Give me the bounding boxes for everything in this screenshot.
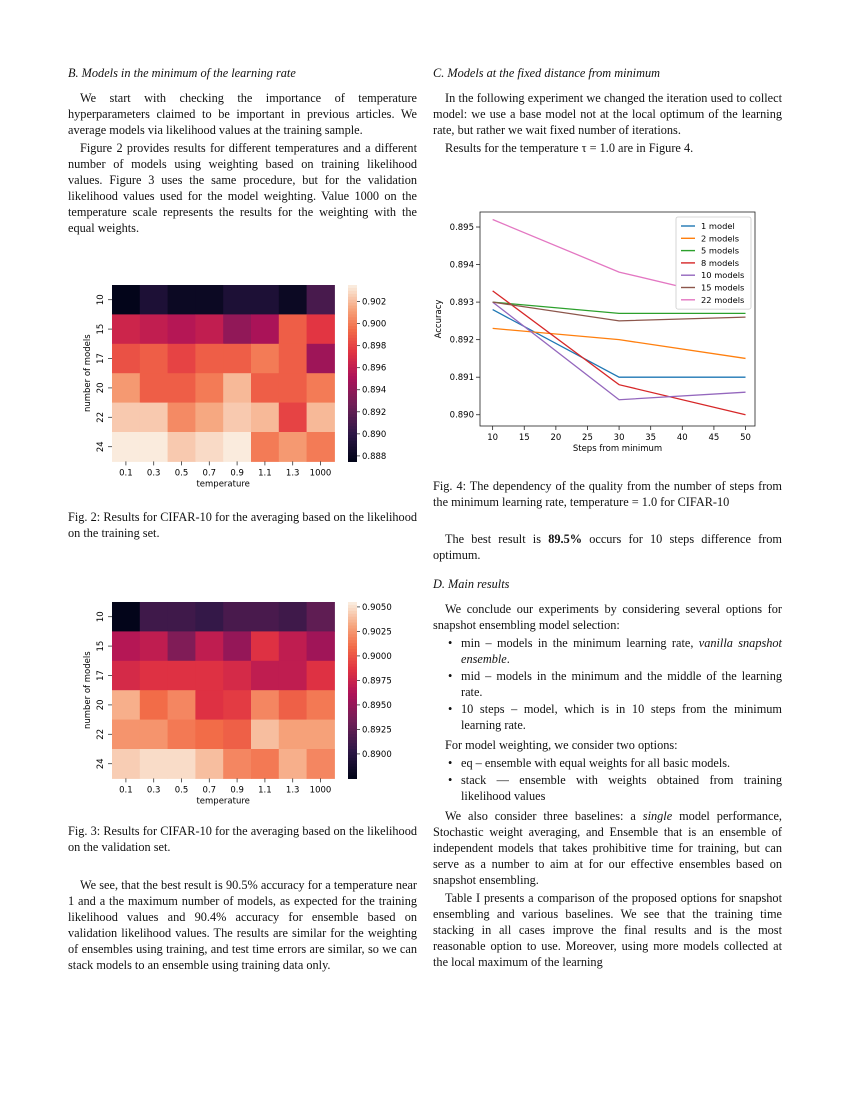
y-axis-label: number of models bbox=[83, 651, 93, 730]
x-tick-label: 40 bbox=[676, 433, 688, 443]
x-tick-label: 50 bbox=[740, 433, 751, 443]
heatmap-cell bbox=[307, 749, 335, 779]
x-tick-label: 0.3 bbox=[146, 785, 161, 796]
x-tick-label: 35 bbox=[645, 433, 657, 443]
x-axis-label: temperature bbox=[196, 479, 250, 490]
x-tick-label: 0.3 bbox=[146, 468, 161, 479]
heatmap-cell bbox=[112, 720, 140, 750]
heatmap-cell bbox=[195, 403, 223, 433]
heatmap-cell bbox=[307, 314, 335, 344]
section-b-paragraph-1: We start with checking the importance of temperature hyperparameters claimed to be important in previous articles. We average models via likelihood values at the training sample. bbox=[68, 91, 417, 137]
heatmap-cell bbox=[279, 285, 307, 315]
x-tick-label: 0.5 bbox=[174, 468, 189, 479]
heatmap-cell bbox=[112, 661, 140, 691]
heatmap-cell bbox=[168, 432, 196, 462]
heatmap-cell bbox=[279, 690, 307, 720]
colorbar-tick-label: 0.894 bbox=[362, 385, 387, 396]
colorbar-segment bbox=[348, 458, 357, 462]
legend-label: 10 models bbox=[701, 270, 745, 281]
heatmap-cell bbox=[279, 631, 307, 661]
heatmap-cell bbox=[307, 661, 335, 691]
list-item: • mid – models in the minimum and the middle of the learning rate. bbox=[461, 668, 782, 700]
y-tick-label: 0.890 bbox=[449, 410, 474, 421]
x-tick-label: 0.9 bbox=[230, 785, 244, 796]
heatmap-cell bbox=[112, 373, 140, 403]
legend-label: 15 models bbox=[701, 282, 745, 293]
x-tick-label: 1000 bbox=[309, 785, 332, 796]
heatmap-cell bbox=[223, 403, 251, 433]
heatmap-cell bbox=[279, 373, 307, 403]
heatmap-cell bbox=[112, 432, 140, 462]
heatmap-cell bbox=[279, 314, 307, 344]
x-tick-label: 1.3 bbox=[285, 468, 300, 479]
best-result-suffix: occurs for 10 steps difference from optimum. bbox=[433, 532, 782, 562]
y-tick-label: 15 bbox=[96, 640, 106, 652]
y-tick-label: 22 bbox=[96, 728, 106, 740]
heatmap-cell bbox=[279, 344, 307, 374]
left-column bbox=[68, 66, 417, 975]
heatmap-cell bbox=[251, 314, 279, 344]
heatmap-cell bbox=[251, 344, 279, 374]
y-tick-label: 10 bbox=[96, 294, 106, 306]
heatmap-cell bbox=[307, 344, 335, 374]
y-tick-label: 0.894 bbox=[449, 260, 474, 271]
heatmap-cell bbox=[140, 432, 168, 462]
list-item: • min – models in the minimum learning rate, vanilla snapshot ensemble. bbox=[461, 635, 782, 667]
heatmap-cell bbox=[140, 661, 168, 691]
y-tick-label: 0.895 bbox=[449, 223, 474, 234]
section-d-title: D. Main results bbox=[433, 577, 510, 591]
selection-options-list bbox=[433, 635, 782, 733]
heatmap-cell bbox=[195, 432, 223, 462]
y-tick-label: 0.893 bbox=[449, 298, 474, 309]
x-axis-label: Steps from minimum bbox=[572, 444, 663, 454]
best-result-paragraph bbox=[433, 531, 782, 563]
heatmap-cell bbox=[279, 720, 307, 750]
heatmap-cell bbox=[279, 661, 307, 691]
heatmap-cell bbox=[168, 373, 196, 403]
heatmap-cell bbox=[140, 403, 168, 433]
heatmap-cell bbox=[307, 403, 335, 433]
colorbar-tick-label: 0.9025 bbox=[362, 627, 392, 638]
heatmap-cell bbox=[251, 661, 279, 691]
heatmap-cell bbox=[307, 373, 335, 403]
heatmap-cell bbox=[223, 285, 251, 315]
colorbar-tick-label: 0.890 bbox=[362, 429, 387, 440]
heatmap-cell bbox=[251, 749, 279, 779]
section-b-paragraph-3: We see, that the best result is 90.5% accuracy for a temperature near 1 and a the maximum number of models, as expected for the training likelihood values and 90.4% accuracy for ensemble based on validation likelihood values. The results are similar for the weighting of ensembles using training, and test time errors are similar, so we can stack models to an ensemble using training data only. bbox=[68, 878, 417, 972]
section-d-paragraph-4: Table I presents a comparison of the proposed options for snapshot ensembling and various baselines. We see that the training time stacking in all cases improve the final results and is the most reasonable option to use. Moreover, using more models collected at the local maximum of the learning bbox=[433, 891, 782, 969]
heatmap-cell bbox=[195, 602, 223, 632]
heatmap-cell bbox=[112, 690, 140, 720]
x-tick-label: 1000 bbox=[309, 468, 332, 479]
heatmap-cell bbox=[223, 602, 251, 632]
best-result-prefix: The best result is bbox=[445, 532, 549, 546]
heatmap-cell bbox=[223, 631, 251, 661]
legend-label: 8 models bbox=[701, 257, 740, 268]
heatmap-cell bbox=[168, 749, 196, 779]
list-item: • eq – ensemble with equal weights for all basic models. bbox=[461, 755, 782, 771]
x-tick-label: 0.9 bbox=[230, 468, 244, 479]
heatmap-cell bbox=[195, 285, 223, 315]
x-tick-label: 0.7 bbox=[202, 468, 217, 479]
heatmap-cell bbox=[168, 403, 196, 433]
heatmap-cell bbox=[223, 690, 251, 720]
colorbar-tick-label: 0.9000 bbox=[362, 651, 392, 662]
heatmap-cell bbox=[168, 720, 196, 750]
heatmap-cell bbox=[223, 720, 251, 750]
heatmap-cell bbox=[279, 749, 307, 779]
heatmap-cell bbox=[195, 373, 223, 403]
heatmap-cell bbox=[307, 690, 335, 720]
y-axis-label: Accuracy bbox=[434, 299, 444, 339]
heatmap-cell bbox=[112, 314, 140, 344]
heatmap-cell bbox=[112, 403, 140, 433]
x-tick-label: 45 bbox=[708, 433, 720, 443]
x-tick-label: 10 bbox=[487, 433, 499, 443]
heatmap-cell bbox=[112, 602, 140, 632]
x-tick-label: 0.7 bbox=[202, 785, 217, 796]
heatmap-cell bbox=[168, 285, 196, 315]
weighting-options-list bbox=[433, 755, 782, 804]
heatmap-cell bbox=[307, 631, 335, 661]
list-item: • 10 steps – model, which is in 10 steps from the minimum learning rate. bbox=[461, 701, 782, 733]
x-tick-label: 25 bbox=[582, 433, 593, 443]
right-column bbox=[433, 66, 782, 972]
section-d-paragraph-2: For model weighting, we consider two options: bbox=[445, 738, 678, 752]
heatmap-cell bbox=[195, 749, 223, 779]
heatmap-cell bbox=[251, 432, 279, 462]
heatmap-cell bbox=[223, 661, 251, 691]
section-c-paragraph-2: Results for the temperature τ = 1.0 are in Figure 4. bbox=[445, 141, 694, 155]
y-tick-label: 22 bbox=[96, 411, 106, 423]
heatmap-cell bbox=[307, 432, 335, 462]
heatmap-cell bbox=[223, 749, 251, 779]
heatmap-cell bbox=[307, 720, 335, 750]
x-tick-label: 1.1 bbox=[258, 785, 272, 796]
y-tick-label: 0.891 bbox=[449, 373, 474, 384]
section-d-paragraph-3: We also consider three baselines: a single model performance, Stochastic weight averaging, and Ensemble that is an ensemble of independent models that takes prohibitive time for training, but can serve as a number to aim at for our effective ensembles based on snapshot ensembling. bbox=[433, 809, 782, 887]
x-tick-label: 1.3 bbox=[285, 785, 300, 796]
heatmap-cell bbox=[140, 344, 168, 374]
heatmap-cell bbox=[251, 373, 279, 403]
colorbar-tick-label: 0.888 bbox=[362, 451, 387, 462]
heatmap-cell bbox=[168, 631, 196, 661]
x-tick-label: 15 bbox=[518, 433, 530, 443]
section-c-title: C. Models at the fixed distance from minimum bbox=[433, 66, 661, 80]
heatmap-cell bbox=[112, 631, 140, 661]
heatmap-cell bbox=[279, 432, 307, 462]
heatmap-cell bbox=[307, 602, 335, 632]
heatmap-cell bbox=[251, 631, 279, 661]
figure-2-heatmap bbox=[68, 285, 417, 495]
colorbar-tick-label: 0.8925 bbox=[362, 725, 392, 736]
colorbar-tick-label: 0.892 bbox=[362, 407, 387, 418]
heatmap-cell bbox=[307, 285, 335, 315]
colorbar-tick-label: 0.902 bbox=[362, 297, 387, 308]
heatmap-cell bbox=[112, 749, 140, 779]
x-tick-label: 30 bbox=[613, 433, 625, 443]
section-d-paragraph-1: We conclude our experiments by considering several options for snapshot ensembling model selection: bbox=[433, 602, 782, 632]
heatmap-cell bbox=[195, 631, 223, 661]
heatmap-cell bbox=[195, 661, 223, 691]
heatmap-cell bbox=[223, 314, 251, 344]
heatmap-cell bbox=[140, 602, 168, 632]
y-tick-label: 17 bbox=[96, 670, 106, 681]
colorbar-tick-label: 0.896 bbox=[362, 363, 387, 374]
heatmap-cell bbox=[140, 720, 168, 750]
figure-2 bbox=[68, 285, 417, 495]
heatmap-cell bbox=[251, 403, 279, 433]
y-tick-label: 20 bbox=[96, 699, 106, 711]
heatmap-cell bbox=[195, 720, 223, 750]
y-tick-label: 24 bbox=[96, 441, 106, 453]
heatmap-cell bbox=[140, 314, 168, 344]
legend-label: 2 models bbox=[701, 233, 740, 244]
heatmap-cell bbox=[112, 344, 140, 374]
figure-3-caption: Fig. 3: Results for CIFAR-10 for the averaging based on the likelihood on the validation set. bbox=[68, 824, 417, 854]
y-tick-label: 20 bbox=[96, 382, 106, 394]
figure-3-heatmap bbox=[68, 602, 417, 812]
heatmap-cell bbox=[168, 661, 196, 691]
colorbar-tick-label: 0.8900 bbox=[362, 749, 392, 760]
heatmap-cell bbox=[195, 314, 223, 344]
heatmap-cell bbox=[223, 432, 251, 462]
figure-4-caption: Fig. 4: The dependency of the quality from the number of steps from the minimum learning rate, temperature = 1.0 for CIFAR-10 bbox=[433, 479, 782, 509]
heatmap-cell bbox=[223, 344, 251, 374]
section-c-paragraph-1: In the following experiment we changed the iteration used to collect model: we use a base model not at the local optimum of the learning rate, but rather we wait fixed number of iterations. bbox=[433, 91, 782, 137]
colorbar-tick-label: 0.9050 bbox=[362, 602, 392, 613]
colorbar-tick-label: 0.898 bbox=[362, 341, 387, 352]
heatmap-cell bbox=[168, 314, 196, 344]
figure-2-caption: Fig. 2: Results for CIFAR-10 for the averaging based on the likelihood on the training set. bbox=[68, 510, 417, 540]
heatmap-cell bbox=[251, 720, 279, 750]
heatmap-cell bbox=[279, 403, 307, 433]
heatmap-cell bbox=[168, 344, 196, 374]
y-tick-label: 0.892 bbox=[449, 335, 474, 346]
heatmap-cell bbox=[279, 602, 307, 632]
x-axis-label: temperature bbox=[196, 796, 250, 807]
colorbar-segment bbox=[348, 775, 357, 779]
legend-label: 1 model bbox=[701, 221, 735, 231]
heatmap-cell bbox=[140, 631, 168, 661]
heatmap-cell bbox=[251, 602, 279, 632]
y-tick-label: 17 bbox=[96, 353, 106, 364]
x-tick-label: 1.1 bbox=[258, 468, 272, 479]
list-item: • stack — ensemble with weights obtained from training likelihood values bbox=[461, 772, 782, 804]
heatmap-cell bbox=[251, 285, 279, 315]
y-tick-label: 24 bbox=[96, 758, 106, 770]
heatmap-cell bbox=[140, 749, 168, 779]
y-axis-label: number of models bbox=[83, 334, 93, 413]
y-tick-label: 15 bbox=[96, 323, 106, 335]
section-b-title: B. Models in the minimum of the learning rate bbox=[68, 66, 296, 80]
best-result-value: 89.5% bbox=[548, 532, 583, 546]
legend-label: 5 models bbox=[701, 245, 740, 256]
heatmap-cell bbox=[140, 285, 168, 315]
heatmap-cell bbox=[168, 602, 196, 632]
y-tick-label: 10 bbox=[96, 611, 106, 623]
heatmap-cell bbox=[195, 690, 223, 720]
x-tick-label: 0.1 bbox=[119, 785, 133, 796]
heatmap-cell bbox=[112, 285, 140, 315]
colorbar-tick-label: 0.8950 bbox=[362, 700, 392, 711]
heatmap-cell bbox=[140, 373, 168, 403]
figure-4-line-chart bbox=[433, 205, 782, 470]
colorbar-tick-label: 0.8975 bbox=[362, 676, 392, 687]
x-tick-label: 0.5 bbox=[174, 785, 189, 796]
x-tick-label: 0.1 bbox=[119, 468, 133, 479]
heatmap-cell bbox=[195, 344, 223, 374]
figure-4 bbox=[433, 205, 782, 470]
heatmap-cell bbox=[140, 690, 168, 720]
section-b-paragraph-2: Figure 2 provides results for different temperatures and a different number of models using weighting based on training likelihood values. Figure 3 uses the same procedure, but for the validation likelihood values used for the model weighting. Value 1000 on the temperature scale represents the results for the weighting with the equal weights. bbox=[68, 141, 417, 235]
heatmap-cell bbox=[251, 690, 279, 720]
colorbar-tick-label: 0.900 bbox=[362, 319, 387, 330]
legend-label: 22 models bbox=[701, 294, 745, 305]
figure-3 bbox=[68, 602, 417, 812]
x-tick-label: 20 bbox=[550, 433, 562, 443]
heatmap-cell bbox=[223, 373, 251, 403]
heatmap-cell bbox=[168, 690, 196, 720]
